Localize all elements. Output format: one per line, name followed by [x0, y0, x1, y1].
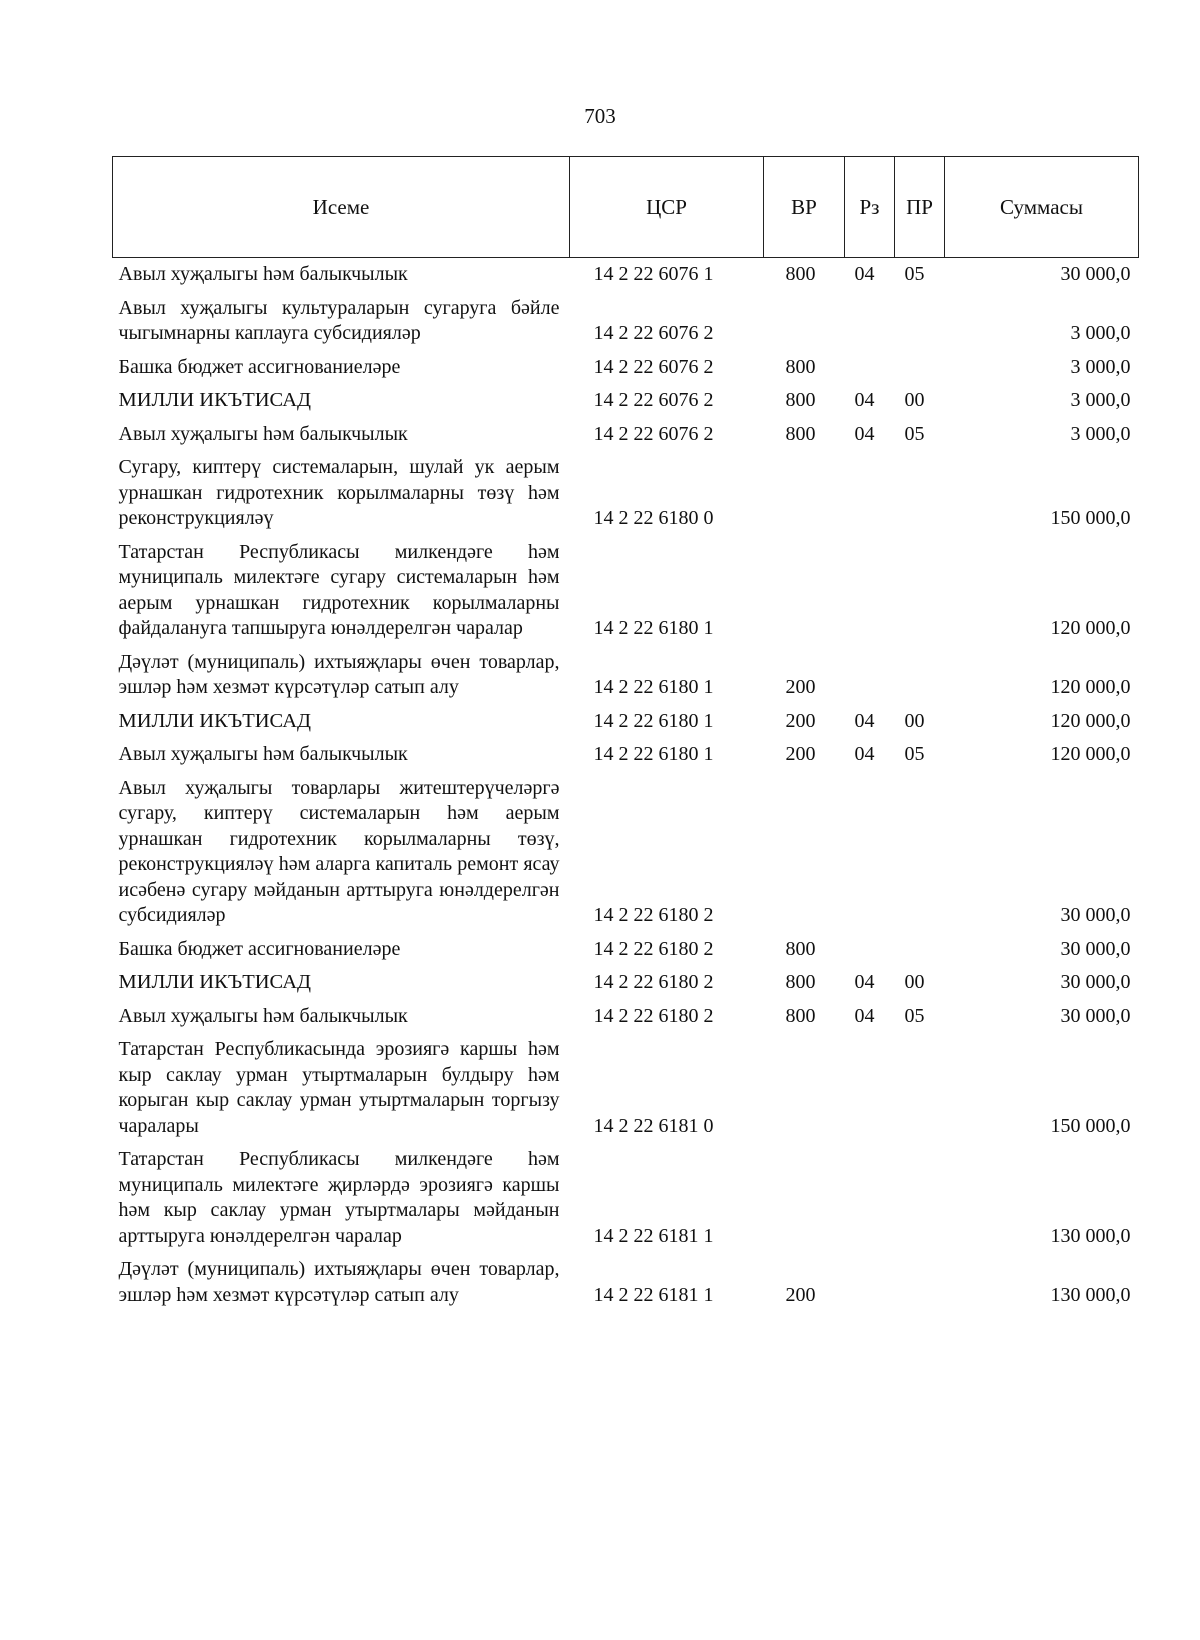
cell-vr: 200	[785, 743, 816, 765]
cell-vr: 800	[785, 1004, 816, 1027]
cell-sum: 130 000,0	[1050, 1224, 1131, 1247]
table-row	[113, 1000, 1139, 1034]
cell-name: МИЛЛИ ИКЪТИСАД	[118, 971, 311, 993]
cell-sum: 120 000,0	[1050, 617, 1131, 639]
cell-csr: 14 2 22 6180 0	[593, 507, 714, 529]
cell-name: Авыл хуҗалыгы һәм балыкчылык	[118, 1004, 408, 1027]
cell-sum: 30 000,0	[1060, 1004, 1131, 1027]
table-row	[113, 966, 1139, 1000]
cell-csr: 14 2 22 6076 2	[593, 389, 714, 411]
cell-pr	[895, 933, 945, 967]
cell-rz: 04	[854, 709, 875, 732]
cell-pr	[895, 536, 945, 646]
table-header-row	[113, 157, 1139, 258]
cell-csr: 14 2 22 6076 1	[593, 263, 714, 285]
cell-name: Дәүләт (муниципаль) ихтыяҗлары өчен товарлар, эшләр һәм хезмәт күрсәтүләр сатып алу	[118, 1258, 560, 1306]
cell-sum: 3 000,0	[1070, 389, 1131, 411]
cell-pr	[895, 1253, 945, 1312]
table-row	[113, 738, 1139, 772]
cell-vr	[764, 1033, 845, 1143]
table-row	[113, 1143, 1139, 1253]
cell-name: Авыл хуҗалыгы культураларын сугаруга бәйле чыгымнарны каплауга субсидияләр	[118, 296, 560, 344]
page-number: 703	[584, 104, 616, 128]
header-sum: Суммасы	[945, 157, 1139, 258]
cell-vr	[764, 772, 845, 933]
cell-vr: 800	[785, 263, 816, 285]
cell-rz	[845, 536, 895, 646]
cell-sum: 30 000,0	[1060, 904, 1131, 926]
cell-csr: 14 2 22 6180 2	[593, 971, 714, 993]
cell-rz	[845, 451, 895, 536]
cell-pr	[895, 1033, 945, 1143]
cell-vr: 200	[785, 676, 816, 698]
cell-sum: 3 000,0	[1070, 355, 1131, 378]
cell-csr: 14 2 22 6180 1	[593, 709, 714, 732]
cell-name: Авыл хуҗалыгы һәм балыкчылык	[118, 743, 408, 765]
cell-name: МИЛЛИ ИКЪТИСАД	[118, 709, 311, 732]
cell-name: Авыл хуҗалыгы товарлары житештерүчеләргә сугару, киптерү системаларын һәм аерым урнашкан гидротехник корылмаларны төзү, реконструкцияләү һәм аларга капиталь ремонт ясау исәбенә сугару мәйданын арттыруга юнәлдерелгән субсидияләр	[118, 776, 560, 926]
cell-vr	[764, 1143, 845, 1253]
table-row	[113, 1253, 1139, 1312]
cell-sum: 3 000,0	[1070, 322, 1131, 344]
table-row	[113, 772, 1139, 933]
cell-pr	[895, 451, 945, 536]
cell-rz	[845, 1253, 895, 1312]
cell-sum: 30 000,0	[1060, 263, 1131, 285]
cell-pr: 00	[904, 709, 925, 732]
header-csr: ЦСР	[570, 157, 764, 258]
cell-vr: 800	[785, 389, 816, 411]
cell-name: Авыл хуҗалыгы һәм балыкчылык	[118, 422, 408, 445]
cell-pr	[895, 646, 945, 705]
table-row	[113, 258, 1139, 292]
budget-table	[112, 156, 1139, 1312]
table-body	[113, 258, 1139, 1313]
cell-sum: 30 000,0	[1060, 937, 1131, 960]
cell-vr: 800	[785, 937, 816, 960]
cell-vr: 200	[785, 1283, 816, 1306]
cell-rz: 04	[854, 263, 875, 285]
cell-name: Татарстан Республикасы милкендәге һәм муниципаль милектәге җирләрдә эрозиягә каршы һәм кыр саклау урман утыртмалары мәйданын арттыруга юнәлдерелгән чаралар	[118, 1148, 560, 1247]
table-row	[113, 451, 1139, 536]
cell-pr	[895, 772, 945, 933]
cell-csr: 14 2 22 6076 2	[593, 422, 714, 445]
cell-vr: 800	[785, 355, 816, 378]
cell-pr: 05	[904, 263, 925, 285]
cell-csr: 14 2 22 6076 2	[593, 355, 714, 378]
cell-rz	[845, 1033, 895, 1143]
table-row	[113, 646, 1139, 705]
cell-vr: 800	[785, 971, 816, 993]
cell-pr: 05	[904, 743, 925, 765]
cell-pr	[895, 292, 945, 351]
cell-sum: 120 000,0	[1050, 743, 1131, 765]
cell-sum: 120 000,0	[1050, 709, 1131, 732]
cell-rz	[845, 772, 895, 933]
cell-rz: 04	[854, 1004, 875, 1027]
cell-csr: 14 2 22 6180 2	[593, 1004, 714, 1027]
cell-pr: 00	[904, 389, 925, 411]
cell-pr: 00	[904, 971, 925, 993]
cell-sum: 3 000,0	[1070, 422, 1131, 445]
cell-csr: 14 2 22 6180 1	[593, 676, 714, 698]
cell-csr: 14 2 22 6076 2	[593, 322, 714, 344]
budget-sheet	[112, 156, 1138, 1312]
cell-name: Татарстан Республикасы милкендәге һәм муниципаль милектәге сугару системаларын һәм аерым урнашкан гидротехник корылмаларны файдалануга тапшыруга юнәлдерелгән чаралар	[118, 540, 560, 639]
cell-sum: 150 000,0	[1050, 507, 1131, 529]
cell-rz: 04	[854, 389, 875, 411]
cell-sum: 130 000,0	[1050, 1283, 1131, 1306]
cell-vr: 200	[785, 709, 816, 732]
cell-sum: 120 000,0	[1050, 676, 1131, 698]
header-vr: ВР	[764, 157, 845, 258]
cell-name: Башка бюджет ассигнованиеләре	[118, 355, 401, 378]
table-row	[113, 292, 1139, 351]
header-pr: ПР	[895, 157, 945, 258]
cell-rz	[845, 292, 895, 351]
table-row	[113, 536, 1139, 646]
table-row	[113, 384, 1139, 418]
cell-sum: 30 000,0	[1060, 971, 1131, 993]
header-rz: Рз	[845, 157, 895, 258]
cell-csr: 14 2 22 6180 2	[593, 937, 714, 960]
cell-pr: 05	[904, 422, 925, 445]
cell-name: Авыл хуҗалыгы һәм балыкчылык	[118, 263, 408, 285]
table-row	[113, 933, 1139, 967]
table-row	[113, 1033, 1139, 1143]
cell-rz	[845, 351, 895, 385]
cell-rz	[845, 1143, 895, 1253]
cell-pr	[895, 351, 945, 385]
cell-rz: 04	[854, 422, 875, 445]
cell-vr	[764, 536, 845, 646]
table-row	[113, 351, 1139, 385]
cell-csr: 14 2 22 6180 1	[593, 743, 714, 765]
cell-rz	[845, 933, 895, 967]
table-row	[113, 705, 1139, 739]
cell-csr: 14 2 22 6181 0	[593, 1114, 714, 1137]
cell-rz: 04	[854, 743, 875, 765]
cell-vr: 800	[785, 422, 816, 445]
cell-rz	[845, 646, 895, 705]
cell-vr	[764, 292, 845, 351]
cell-name: Башка бюджет ассигнованиеләре	[118, 937, 401, 960]
cell-sum: 150 000,0	[1050, 1114, 1131, 1137]
cell-rz: 04	[854, 971, 875, 993]
cell-vr	[764, 451, 845, 536]
cell-csr: 14 2 22 6181 1	[593, 1283, 714, 1306]
cell-name: Сугару, киптерү системаларын, шулай ук аерым урнашкан гидротехник корылмаларны төзү һәм реконструкцияләү	[118, 456, 560, 529]
cell-csr: 14 2 22 6180 2	[593, 904, 714, 926]
cell-pr	[895, 1143, 945, 1253]
table-row	[113, 418, 1139, 452]
header-name: Исеме	[113, 157, 570, 258]
cell-name: Дәүләт (муниципаль) ихтыяҗлары өчен товарлар, эшләр һәм хезмәт күрсәтүләр сатып алу	[118, 650, 560, 698]
cell-name: МИЛЛИ ИКЪТИСАД	[118, 389, 311, 411]
cell-csr: 14 2 22 6181 1	[593, 1224, 714, 1247]
cell-name: Татарстан Республикасында эрозиягә каршы һәм кыр саклау урман утыртмаларын булдыру һәм корыган кыр саклау урман утыртмаларын торгызу чаралары	[118, 1038, 560, 1137]
cell-csr: 14 2 22 6180 1	[593, 617, 714, 639]
cell-pr: 05	[904, 1004, 925, 1027]
